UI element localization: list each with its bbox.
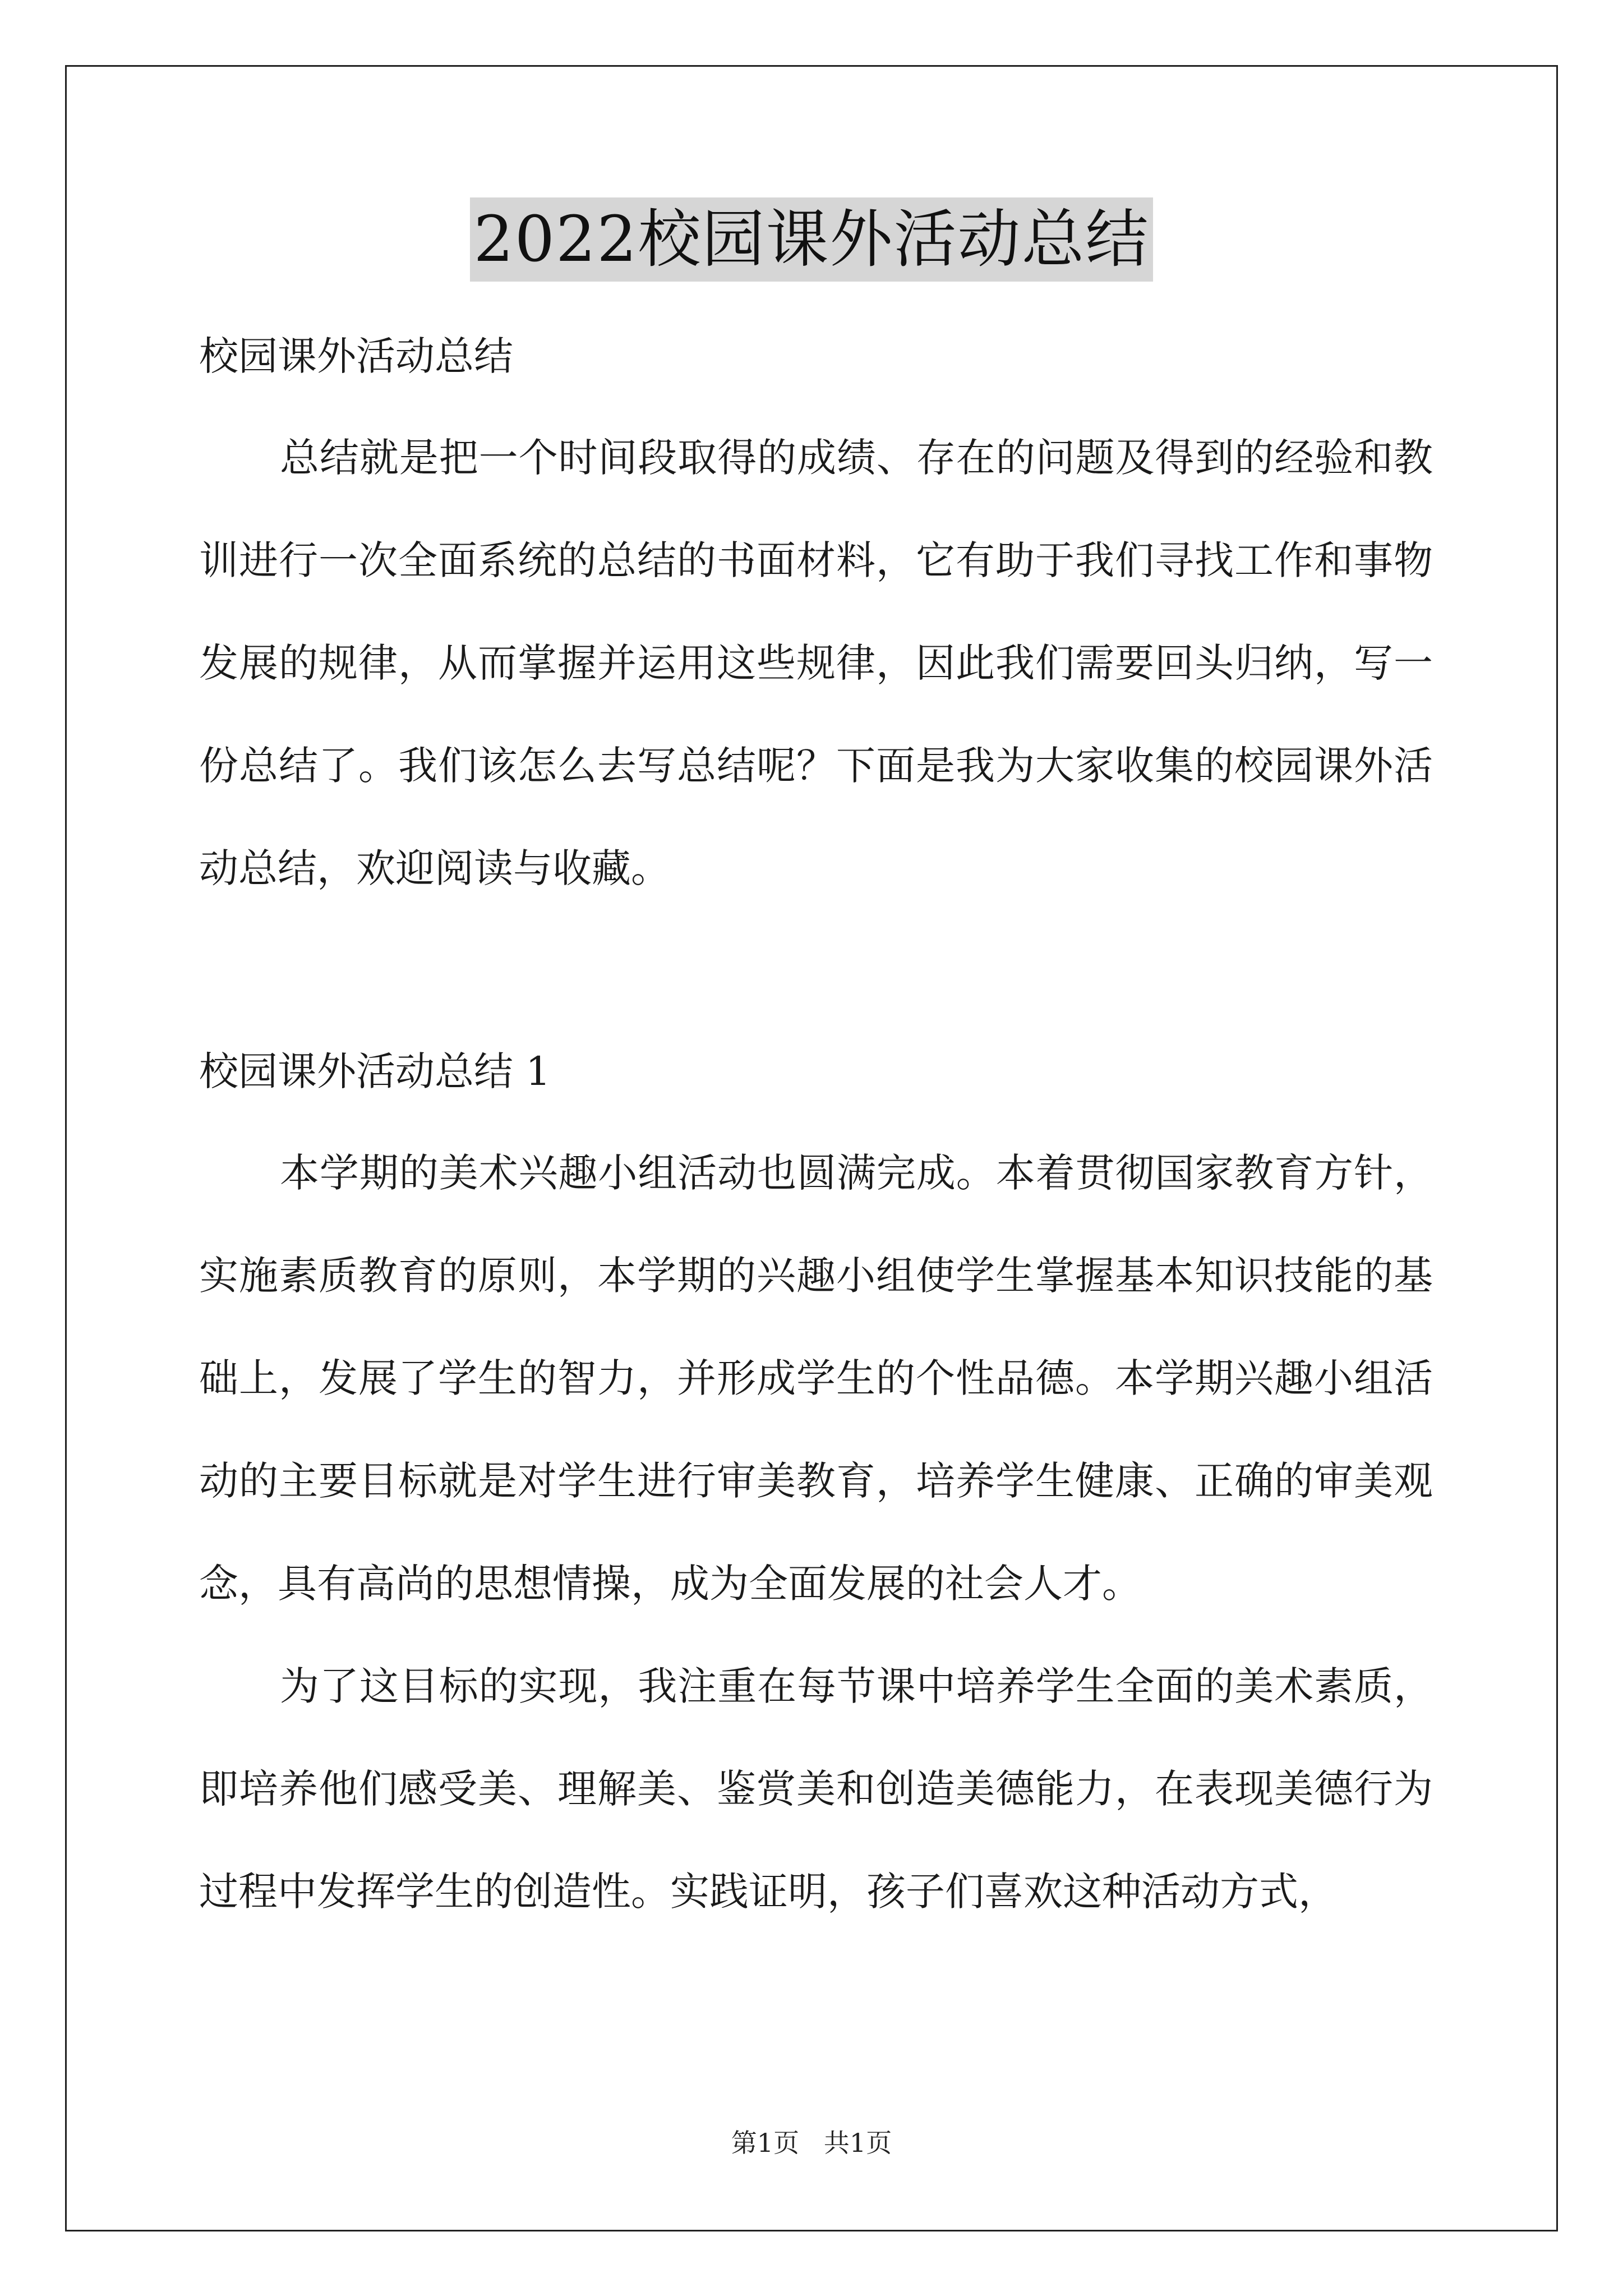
section1-heading: 校园课外活动总结 1 bbox=[199, 1048, 551, 1094]
document-title: 2022校园课外活动总结 bbox=[470, 197, 1152, 282]
document-body bbox=[199, 306, 1433, 1943]
intro-paragraph: 总结就是把一个时间段取得的成绩、存在的问题及得到的经验和教训进行一次全面系统的总结的书面材料，它有助于我们寻找工作和事物发展的规律，从而掌握并运用这些规律，因此我们需要回头归纳，写一份总结了。我们该怎么去写总结呢？下面是我为大家收集的校园课外活动总结，欢迎阅读与收藏。 bbox=[199, 435, 1433, 891]
intro-heading: 校园课外活动总结 bbox=[199, 333, 513, 379]
title-container bbox=[0, 197, 1623, 282]
page-footer: 第1页 共1页 bbox=[731, 2128, 892, 2158]
section1-paragraph-2: 为了这目标的实现，我注重在每节课中培养学生全面的美术素质，即培养他们感受美、理解美、鉴赏美和创造美德能力，在表现美德行为过程中发挥学生的创造性。实践证明，孩子们喜欢这种活动方式， bbox=[199, 1663, 1433, 1915]
section1-paragraph-1: 本学期的美术兴趣小组活动也圆满完成。本着贯彻国家教育方针，实施素质教育的原则，本学期的兴趣小组使学生掌握基本知识技能的基础上，发展了学生的智力，并形成学生的个性品德。本学期兴趣小组活动的主要目标就是对学生进行审美教育，培养学生健康、正确的审美观念，具有高尚的思想情操，成为全面发展的社会人才。 bbox=[199, 1150, 1433, 1607]
section-spacer bbox=[199, 920, 1433, 1021]
